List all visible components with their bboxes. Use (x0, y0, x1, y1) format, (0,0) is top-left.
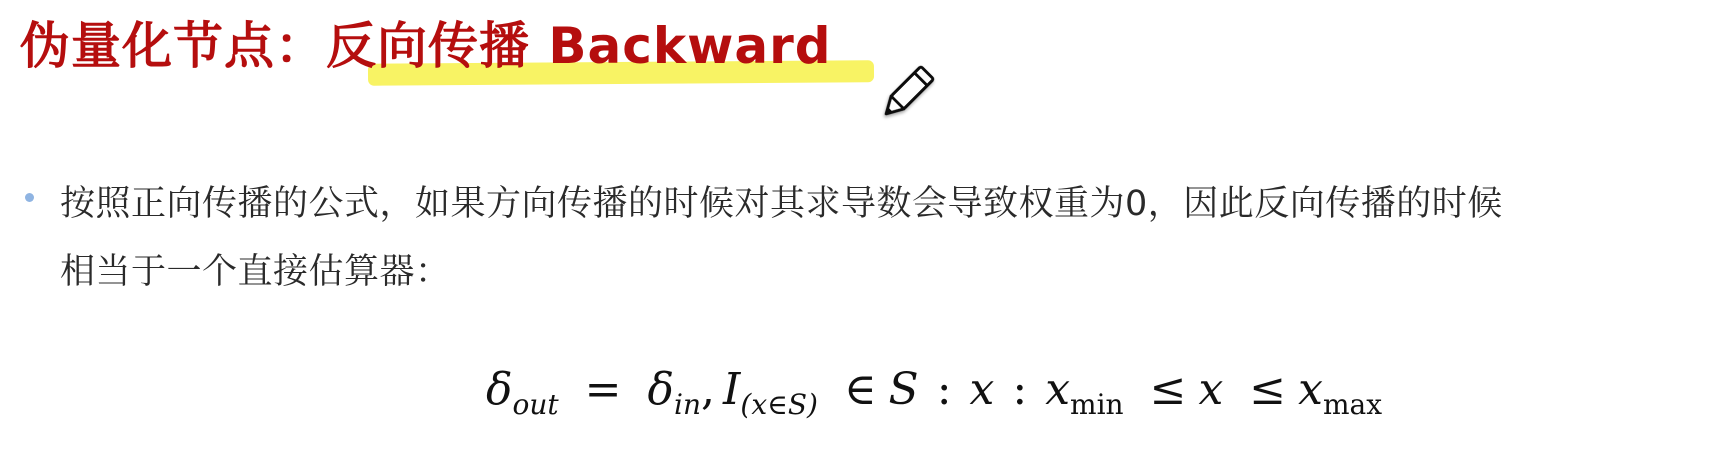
formula-min-subscript: min (1070, 388, 1124, 421)
pencil-icon[interactable] (870, 58, 942, 130)
formula-x-3: x (1198, 364, 1224, 415)
slide-title-text: 伪量化节点：反向传播 Backward (20, 17, 832, 75)
pencil-icon-svg (870, 58, 942, 130)
formula-delta-in: δ (647, 364, 675, 415)
slide-title (20, 14, 832, 78)
bullet-paragraph (60, 170, 1710, 306)
formula-x-max: x (1298, 364, 1323, 415)
formula-in-subscript: in (674, 388, 702, 421)
formula-colon-1: : (936, 364, 952, 415)
bullet-line-2: 相当于一个直接估算器： (60, 252, 451, 292)
formula-le-1: ≤ (1149, 364, 1187, 415)
formula-indicator-subscript: (x∈S) (740, 388, 818, 421)
bullet-line-1: 按照正向传播的公式，如果方向传播的时候对其求导数会导致权重为0，因此反向传播的时候 (60, 184, 1503, 224)
formula-comma: , (701, 364, 716, 415)
ste-formula (486, 360, 1382, 420)
bullet-dot (25, 193, 34, 202)
formula-colon-2: : (1012, 364, 1028, 415)
formula-delta-out: δ (486, 364, 513, 415)
formula-x-min: x (1045, 364, 1071, 415)
formula-set-s: S (888, 364, 919, 415)
formula-equals: = (584, 364, 622, 415)
formula-element-of: ∈ (843, 364, 877, 415)
formula-max-subscript: max (1322, 388, 1383, 421)
formula-le-2: ≤ (1249, 364, 1287, 415)
formula-out-subscript: out (512, 388, 559, 421)
formula-x-1: x (969, 364, 995, 415)
formula-indicator: I (723, 364, 741, 415)
